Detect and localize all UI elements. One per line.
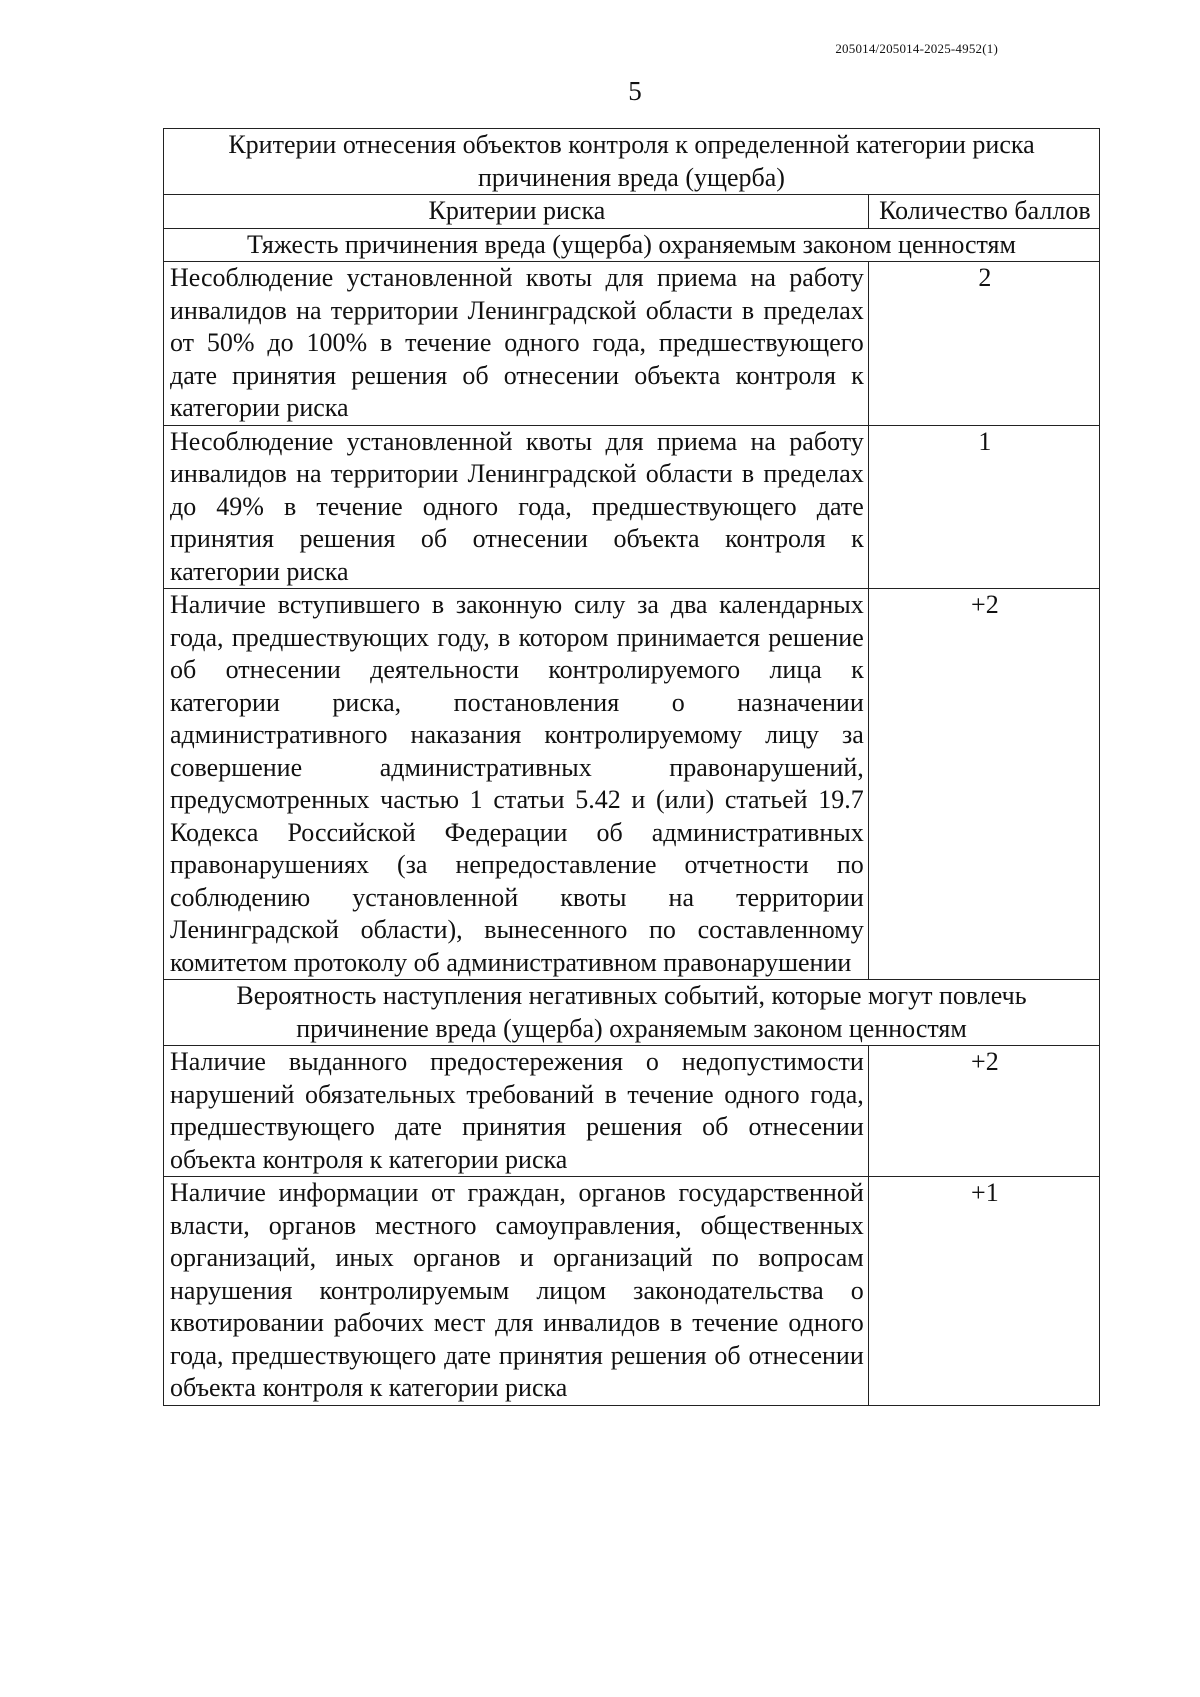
table-row [164,1177,1100,1406]
section-title-probability: Вероятность наступления негативных событий, которые могут повлечь причинение вреда (ущерба) охраняемым законом ценностям [164,980,1100,1046]
column-header-points: Количество баллов [868,195,1099,229]
criterion-cell: Несоблюдение установленной квоты для приема на работу инвалидов на территории Ленинградской области в пределах от 50% до 100% в течение одного года, предшествующего дате принятия решения об отнесении объекта контроля к категории риска [164,262,869,426]
table-row [164,262,1100,426]
criterion-cell: Наличие выданного предостережения о недопустимости нарушений обязательных требований в течение одного года, предшествующего дате принятия решения об отнесении объекта контроля к категории риска [164,1046,869,1177]
points-cell: 2 [868,262,1099,426]
table-title: Критерии отнесения объектов контроля к определенной категории риска причинения вреда (ущерба) [164,129,1100,195]
table-row [164,1046,1100,1177]
points-cell: +2 [868,1046,1099,1177]
points-cell: +2 [868,589,1099,980]
criterion-cell: Несоблюдение установленной квоты для приема на работу инвалидов на территории Ленинградской области в пределах до 49% в течение одного года, предшествующего дате принятия решения об отнесении объекта контроля к категории риска [164,425,869,589]
document-number: 205014/205014-2025-4952(1) [835,41,998,56]
table-row [164,425,1100,589]
column-header-criteria: Критерии риска [164,195,869,229]
table-row [164,589,1100,980]
table-title-row [164,129,1100,195]
points-cell: 1 [868,425,1099,589]
page-number: 5 [628,76,642,106]
section-title-severity: Тяжесть причинения вреда (ущерба) охраняемым законом ценностям [164,228,1100,262]
column-header-row [164,195,1100,229]
section-row [164,980,1100,1046]
section-row [164,228,1100,262]
criterion-cell: Наличие информации от граждан, органов государственной власти, органов местного самоуправления, общественных организаций, иных органов и организаций по вопросам нарушения контролируемым лицом законодательства о квотировании рабочих мест для инвалидов в течение одного года, предшествующего дате принятия решения об отнесении объекта контроля к категории риска [164,1177,869,1406]
criterion-cell: Наличие вступившего в законную силу за два календарных года, предшествующих году, в котором принимается решение об отнесении деятельности контролируемого лица к категории риска, постановления о назначении административного наказания контролируемому лицу за совершение административных правонарушений, предусмотренных частью 1 статьи 5.42 и (или) статьей 19.7 Кодекса Российской Федерации об административных правонарушениях (за непредоставление отчетности по соблюдению установленной квоты на территории Ленинградской области), вынесенного по составленному комитетом протоколу об административном правонарушении [164,589,869,980]
risk-criteria-table [163,128,1100,1406]
points-cell: +1 [868,1177,1099,1406]
